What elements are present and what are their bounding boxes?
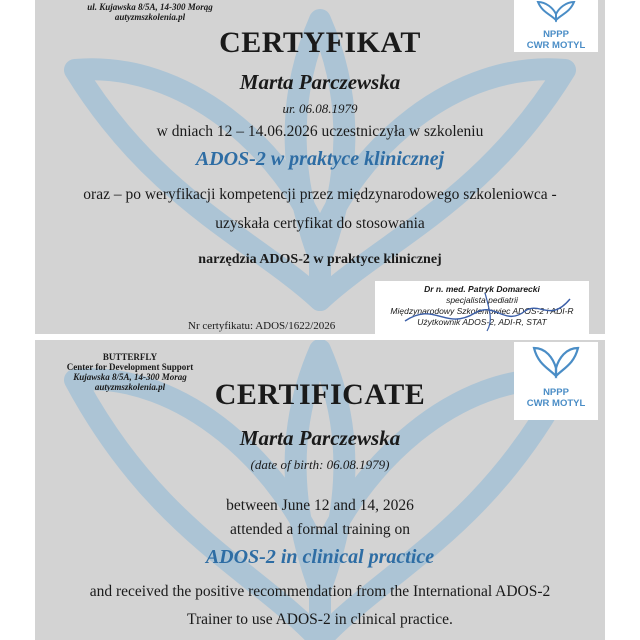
tool-name: narzędzia ADOS-2 w praktyce klinicznej [198,252,442,267]
course-name: ADOS-2 w praktyce klinicznej [195,148,445,170]
verification-text: oraz – po weryfikacji kompetencji przez międzynarodowego szkoleniowca - [83,186,557,203]
training-dates: between June 12 and 14, 2026 [226,497,414,514]
butterfly-icon [514,342,598,382]
training-dates: w dniach 12 – 14.06.2026 uczestniczyła w szkoleniu [156,123,484,140]
handwritten-signature [375,281,589,334]
logo-line-2: CWR MOTYL [526,40,586,51]
org-address: ul. Kujawska 8/5A, 14-300 Morąg [87,2,213,12]
signer-role-1: specjalista pediatrii [446,295,518,305]
certification-text: uzyskała certyfikat do stosowania [215,215,425,232]
certificate-polish [35,0,605,334]
org-address: Kujawska 8/5A, 14-300 Morag [73,372,187,382]
signature-block [375,281,589,334]
usage-text: Trainer to use ADOS-2 in clinical practice. [187,611,453,628]
signer-role-2: Międzynarodowy Szkoleniowiec ADOS-2 i ADI-R [390,306,574,316]
certificate-english [35,340,605,640]
signer-name: Dr n. med. Patryk Domarecki [424,284,540,294]
certificate-title: CERTIFICATE [214,378,426,411]
logo-line-1: NPPP [543,387,569,398]
certificate-title: CERTYFIKAT [219,26,421,59]
org-subtitle: Center for Development Support [66,362,194,372]
signer-role-3: Użytkownik ADOS-2, ADI-R, STAT [417,317,547,327]
logo-line-2: CWR MOTYL [526,398,586,409]
date-of-birth: ur. 06.08.1979 [282,101,358,116]
org-name: BUTTERFLY [102,352,158,362]
recommendation-text: and received the positive recommendation from the International ADOS-2 [89,583,551,600]
butterfly-icon [514,0,598,24]
certificate-number: Nr certyfikatu: ADOS/1622/2026 [188,320,336,332]
organization-header [80,2,220,22]
attendance-text: attended a formal training on [230,521,410,538]
logo-line-1: NPPP [543,29,569,40]
recipient-name: Marta Parczewska [239,426,401,450]
date-of-birth: (date of birth: 06.08.1979) [250,457,390,472]
recipient-name: Marta Parczewska [239,70,401,94]
course-name: ADOS-2 in clinical practice [205,546,435,568]
org-website: autyzmszkolenia.pl [94,382,166,392]
org-website: autyzmszkolenia.pl [114,12,186,22]
